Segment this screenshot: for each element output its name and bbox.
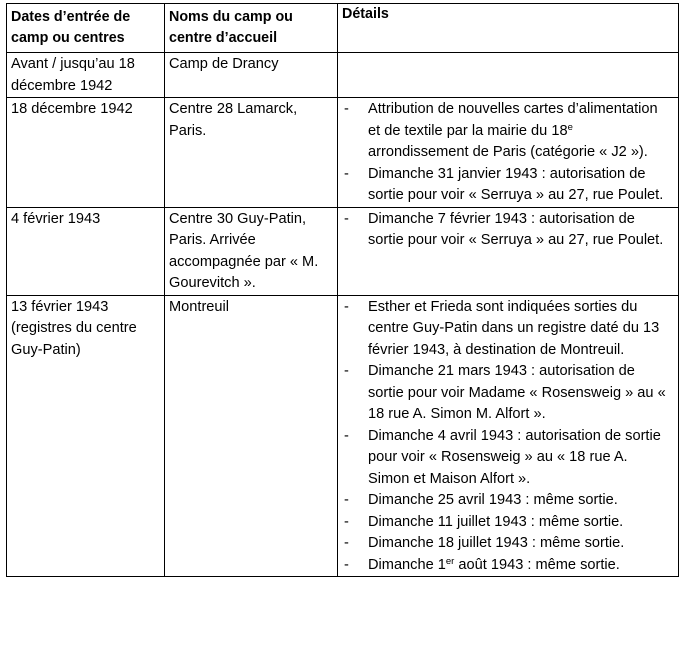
table-row [7,207,679,295]
dash-bullet-icon: - [344,492,349,508]
detail-text-continued: arrondissement de Paris (catégorie « J2 »). [368,144,648,160]
header-row [7,4,679,53]
date-cell: 4 février 1943 [7,207,165,295]
detail-superscript: er [445,555,455,567]
details-cell [338,53,679,98]
details-cell [338,295,679,577]
dash-bullet-icon: - [344,165,349,182]
detail-item [342,555,673,577]
dash-bullet-icon: - [344,513,349,530]
details-cell [338,98,679,208]
dash-bullet-icon: - [344,298,349,315]
place-cell: Centre 30 Guy-Patin, Paris. Arrivée accompagnée par « M. Gourevitch ». [165,207,338,295]
details-list [342,209,675,252]
detail-text: Dimanche 1 [368,556,446,573]
dash-bullet-icon: - [344,556,349,573]
table-row [7,53,679,98]
header-names: Noms du camp ou centre d’accueil [165,4,338,53]
detail-text: Dimanche 21 mars 1943 : autorisation de sortie pour voir Madame « Rosensweig » au « 18 rue A. Simon M. Alfort ». [368,363,666,422]
detail-item [342,533,673,555]
details-list [342,297,675,577]
detail-item [342,426,673,491]
details-cell [338,207,679,295]
chronology-table [6,3,679,577]
header-details-label: Détails [342,6,389,22]
detail-text: Attribution de nouvelles cartes d’alimentation et de textile par la mairie du 18 [368,101,658,139]
detail-text: Dimanche 18 juillet 1943 : même sortie. [368,535,625,551]
details-list [342,99,675,207]
detail-item [342,297,673,362]
detail-text: Dimanche 4 avril 1943 : autorisation de sortie pour voir « Rosensweig » au « 18 rue A. Simon et Maison Alfort ». [368,427,661,487]
detail-text-continued: août 1943 : même sortie. [454,556,620,573]
dash-bullet-icon: - [344,101,349,117]
detail-text: Dimanche 31 janvier 1943 : autorisation de sortie pour voir « Serruya » au 27, rue Poulet. [368,165,664,203]
date-cell: Avant / jusqu’au 18 décembre 1942 [7,53,165,98]
place-cell: Centre 28 Lamarck, Paris. [165,98,338,208]
table-row [7,295,679,577]
detail-text: Dimanche 7 février 1943 : autorisation de sortie pour voir « Serruya » au 27, rue Poulet. [368,210,664,248]
detail-text: Esther et Frieda sont indiquées sorties du centre Guy-Patin dans un registre daté du 13 février 1943, à destination de Montreuil. [368,298,660,358]
date-cell: 13 février 1943 (registres du centre Guy-Patin) [7,295,165,577]
detail-item [342,99,673,164]
detail-superscript: e [567,121,573,133]
detail-text: Dimanche 11 juillet 1943 : même sortie. [368,513,624,530]
place-cell: Montreuil [165,295,338,577]
dash-bullet-icon: - [344,535,349,551]
detail-item [342,361,673,426]
header-details [338,4,679,53]
detail-item [342,512,673,534]
dash-bullet-icon: - [344,210,349,227]
detail-text: Dimanche 25 avril 1943 : même sortie. [368,492,618,508]
table-row [7,98,679,208]
dash-bullet-icon: - [344,363,349,379]
detail-item [342,490,673,512]
date-cell: 18 décembre 1942 [7,98,165,208]
detail-item [342,164,673,207]
header-dates: Dates d’entrée de camp ou centres [7,4,165,53]
table-body [7,53,679,577]
place-cell: Camp de Drancy [165,53,338,98]
dash-bullet-icon: - [344,427,349,444]
detail-item [342,209,673,252]
